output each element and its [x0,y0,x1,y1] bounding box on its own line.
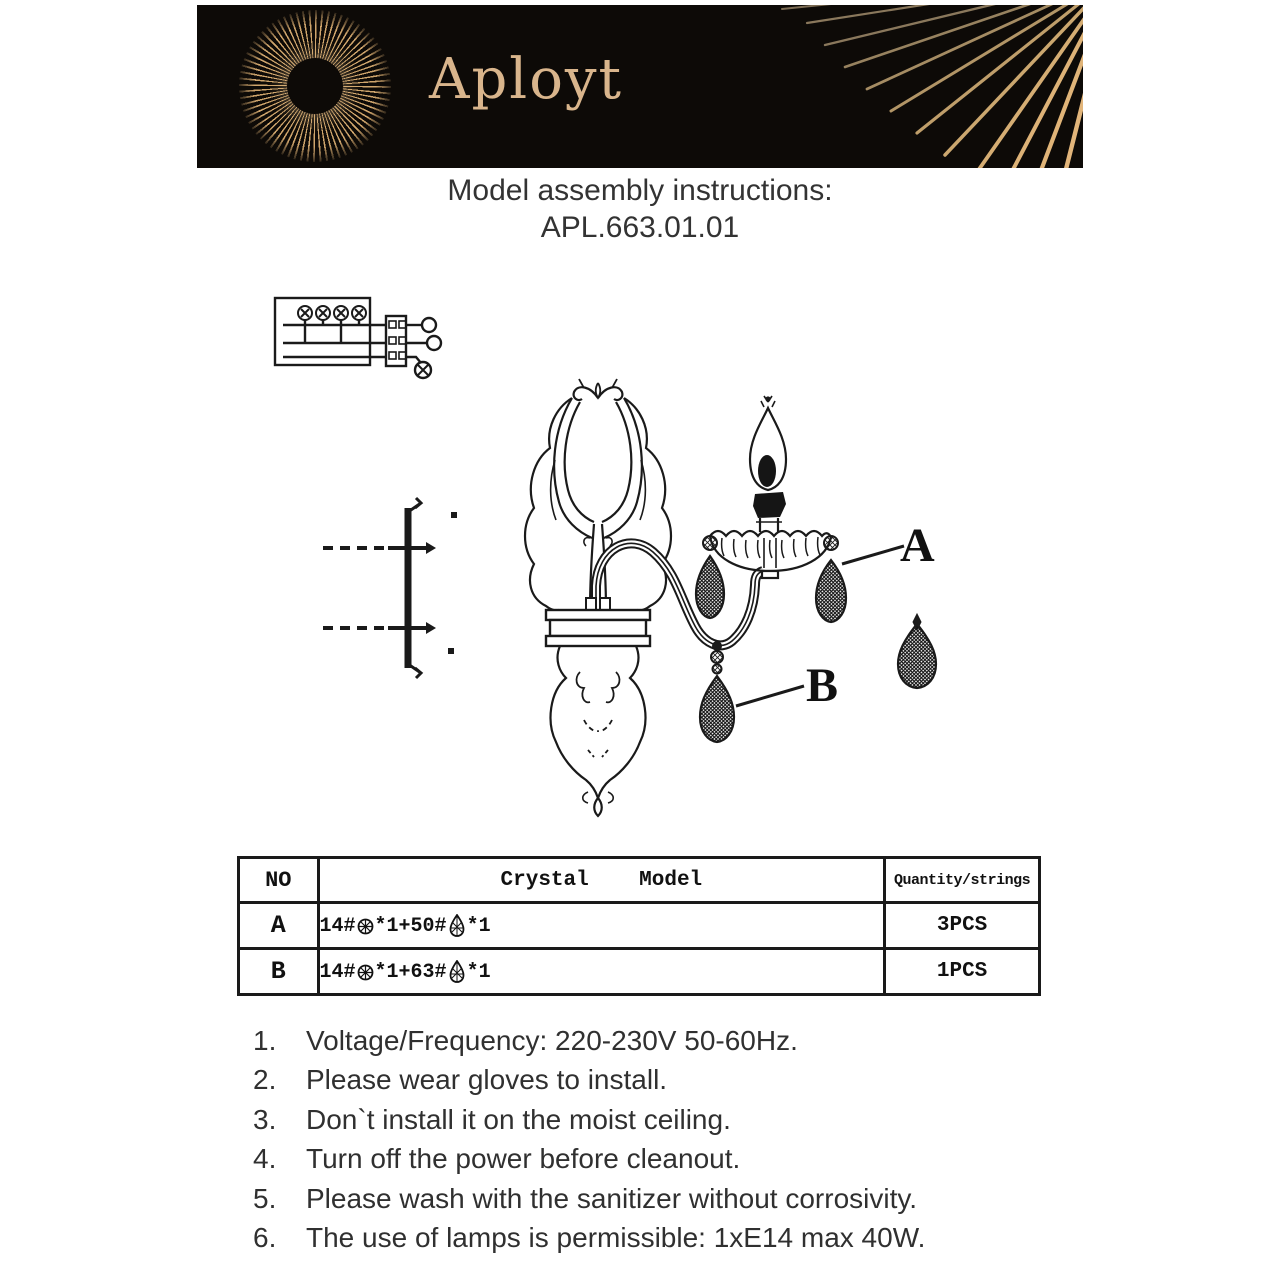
item-number: 1. [253,1024,277,1056]
item-text: Voltage/Frequency: 220-230V 50-60Hz. [306,1024,798,1056]
row-b-no: B [239,949,319,995]
item-text: Please wash with the sanitizer without corrosivity. [306,1182,918,1214]
diagram-label-a: A [900,519,935,572]
loose-crystal-drop [898,614,936,688]
item-number: 3. [253,1103,277,1135]
header-model: Crystal Model [318,858,885,903]
item-text: Turn off the power before cleanout. [306,1143,741,1175]
wall-mounting-bracket [323,498,457,678]
wiring-terminal-diagram [275,298,441,378]
page-title: Model assembly instructions: [447,174,833,207]
list-item [253,1179,925,1219]
table-row [239,949,1040,995]
item-text: Don`t install it on the moist ceiling. [306,1103,731,1135]
header-no: NO [239,858,319,903]
item-number: 6. [253,1222,277,1254]
list-item [253,1140,925,1180]
item-number: 4. [253,1143,277,1175]
header-qty: Quantity/strings [885,858,1040,903]
sconce-drawing [250,280,1010,820]
model-text: 14# [319,960,356,984]
table-row [239,903,1040,949]
brand-name: Aployt [429,47,624,112]
item-text: Please wear gloves to install. [306,1064,668,1096]
row-a-qty: 3PCS [885,903,1040,949]
list-item [253,1021,925,1061]
decorative-rays-icon [197,5,1083,168]
teardrop-crystal-icon [449,960,465,983]
backplate-collar [546,610,650,646]
row-a-model [318,903,885,949]
assembly-diagram [250,280,1010,820]
row-a-no: A [239,903,319,949]
bead-crystal-icon [357,964,374,981]
row-b-qty: 1PCS [885,949,1040,995]
crystal-pendant-B [700,642,734,743]
model-text: *1 [466,914,491,938]
model-text: *1+50# [374,914,447,938]
model-text: *1 [466,960,491,984]
row-b-model [318,949,885,995]
item-number: 2. [253,1064,277,1096]
bead-crystal-icon [357,918,374,935]
table-header-row [239,858,1040,903]
parts-table [237,856,1041,996]
model-text: *1+63# [374,960,447,984]
list-item [253,1061,925,1101]
item-text: The use of lamps is permissible: 1xE14 max 40W. [306,1222,926,1254]
candle-and-bobeche [710,396,831,578]
teardrop-crystal-icon [449,914,465,937]
diagram-label-b: B [806,659,839,712]
model-number: APL.663.01.01 [540,211,740,244]
instruction-list [253,1021,925,1258]
list-item [253,1100,925,1140]
list-item [253,1219,925,1259]
brand-banner [197,5,1083,168]
model-text: 14# [319,914,356,938]
item-number: 5. [253,1182,277,1214]
